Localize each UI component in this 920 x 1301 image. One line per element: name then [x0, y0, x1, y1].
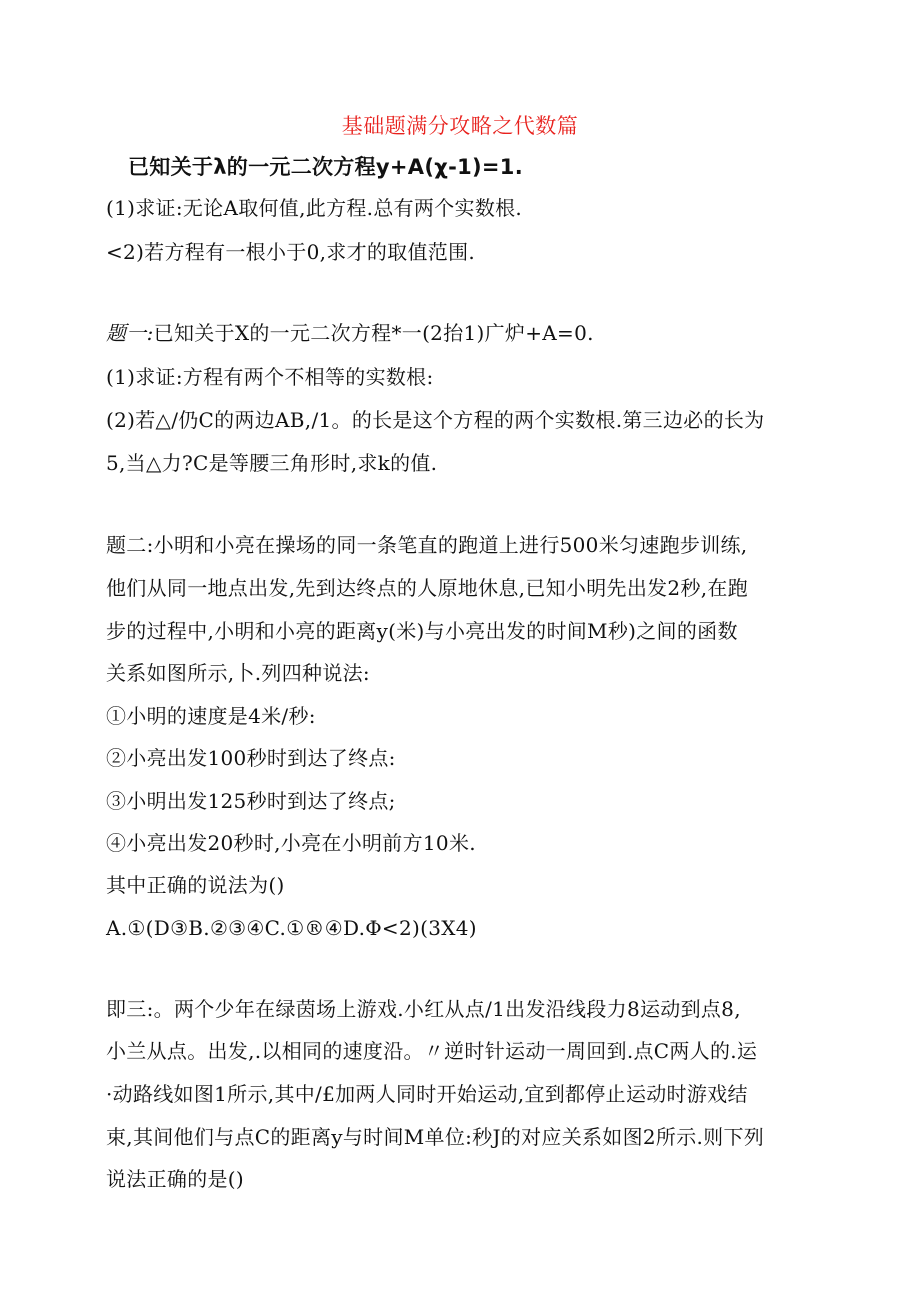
- problem3-line: 即三:。两个少年在绿茵场上游戏.小红从点/1出发沿线段力8运动到点8,: [106, 997, 741, 1021]
- problem2-line: 步的过程中,小明和小亮的距离y(米)与小亮出发的时间M秒)之间的函数: [106, 619, 738, 643]
- problem2-options: A.①(D③B.②③④C.①®④D.Φ<2)(3X4): [106, 916, 477, 940]
- problem2-question: 其中正确的说法为(): [106, 873, 285, 897]
- intro-stem: 已知关于λ的一元二次方程y+A(χ-1)=1.: [128, 155, 523, 179]
- problem1-prefix: 题一:: [106, 321, 154, 345]
- problem3-line: ·动路线如图1所示,其中/£加两人同时开始运动,宜到都停止运动时游戏结: [106, 1082, 748, 1106]
- problem1-question-2-line1: (2)若△/仍C的两边AB,/1。的长是这个方程的两个实数根.第三边必的长为: [106, 408, 765, 432]
- intro-question-1: (1)求证:无论A取何值,此方程.总有两个实数根.: [106, 196, 523, 220]
- intro-question-2: <2)若方程有一根小于0,求才的取值范围.: [106, 240, 476, 264]
- problem2-line: 题二:小明和小亮在操场的同一条笔直的跑道上进行500米匀速跑步训练,: [106, 533, 748, 557]
- problem2-statement-4: ④小亮出发20秒时,小亮在小明前方10米.: [106, 831, 476, 855]
- problem1-stem: 已知关于X的一元二次方程*一(2抬1)广炉+A=0.: [153, 321, 594, 345]
- problem2-line: 他们从同一地点出发,先到达终点的人原地休息,已知小明先出发2秒,在跑: [106, 576, 748, 600]
- problem2-line: 关系如图所示,卜.列四种说法:: [106, 661, 370, 685]
- problem3-line: 束,其间他们与点C的距离y与时间M单位:秒J的对应关系如图2所示.则下列: [106, 1125, 765, 1149]
- problem1-question-2-line2: 5,当△力?C是等腰三角形时,求k的值.: [106, 451, 438, 475]
- problem1-stem-line: [106, 318, 816, 348]
- problem2-statement-1: ①小明的速度是4米/秒:: [106, 704, 316, 728]
- problem1-question-1: (1)求证:方程有两个不相等的实数根:: [106, 365, 434, 389]
- problem3-question: 说法正确的是(): [106, 1167, 245, 1191]
- problem2-statement-3: ③小明出发125秒时到达了终点;: [106, 789, 396, 813]
- problem2-statement-2: ②小亮出发100秒时到达了终点:: [106, 746, 396, 770]
- page-title: 基础题满分攻略之代数篇: [341, 114, 579, 138]
- problem3-line: 小兰从点。出发,.以相同的速度沿。〃逆时针运动一周回到.点C两人的.运: [106, 1039, 758, 1063]
